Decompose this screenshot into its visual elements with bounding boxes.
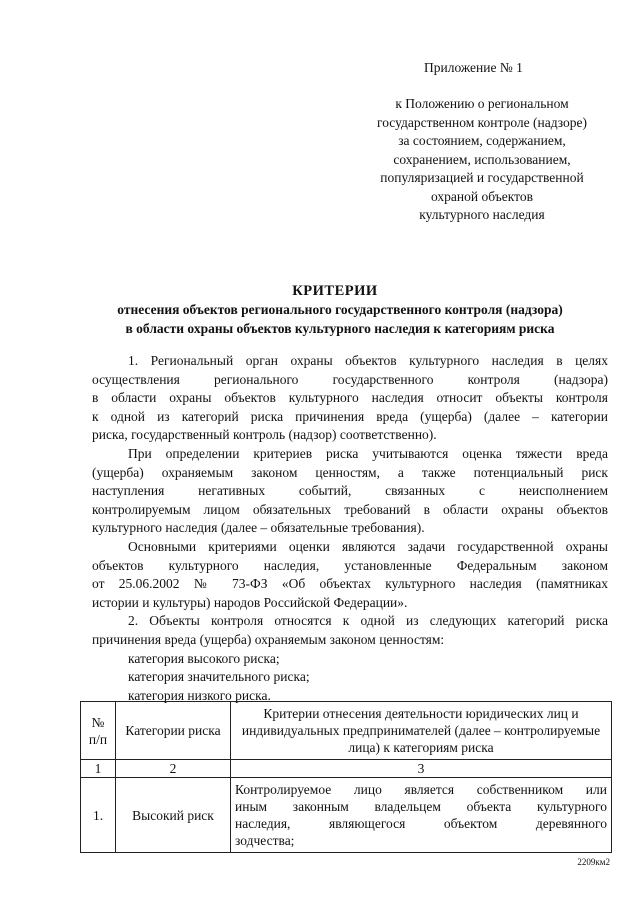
subtitle-line: в области охраны объектов культурного наследия к категориям риска bbox=[125, 321, 555, 336]
appendix-line: государственном контроле (надзоре) bbox=[377, 114, 587, 130]
index-cell: 3 bbox=[231, 760, 612, 778]
document-code: 2209км2 bbox=[577, 857, 610, 867]
text-line: истории и культуры) народов Российской Федерации». bbox=[92, 594, 408, 610]
header-category: Категории риска bbox=[116, 702, 231, 760]
appendix-line: популяризацией и государственной bbox=[380, 170, 584, 185]
text-line: наступления негативных событий, связанных с неисполнением bbox=[92, 483, 608, 499]
text-line: причинения вреда (ущерба) охраняемым законом ценностям: bbox=[92, 631, 445, 647]
row-criteria bbox=[231, 778, 612, 853]
document-title: КРИТЕРИИ bbox=[292, 283, 378, 299]
criteria-line: зодчества; bbox=[235, 833, 295, 848]
header-criteria: Критерии отнесения деятельности юридических лиц и индивидуальных предпринимателей (далее – контролируемые лица) к категориям риска bbox=[231, 702, 612, 760]
subtitle-line: отнесения объектов регионального государственного контроля (надзора) bbox=[117, 302, 563, 317]
text-line: культурного наследия (далее – обязательные требования). bbox=[92, 520, 425, 536]
risk-category-item: категория значительного риска; bbox=[128, 669, 310, 685]
row-num: 1. bbox=[81, 778, 116, 853]
paragraph-3 bbox=[92, 538, 608, 612]
paragraph-1 bbox=[92, 352, 608, 445]
appendix-line: культурного наследия bbox=[419, 207, 545, 222]
text-line: При определении критериев риска учитываются оценка тяжести вреда bbox=[128, 445, 608, 461]
appendix-line: охраной объектов bbox=[431, 188, 533, 204]
criteria-line: иным законным владельцем объекта культурного bbox=[235, 799, 607, 814]
appendix-line: сохранением, использованием, bbox=[393, 151, 571, 167]
paragraph-4 bbox=[92, 612, 608, 649]
text-line: к одной из категорий риска причинения вреда (ущерба) (далее – категории bbox=[92, 408, 608, 424]
criteria-table bbox=[80, 701, 612, 853]
criteria-line: Контролируемое лицо является собственником или bbox=[235, 782, 607, 797]
index-cell: 1 bbox=[81, 760, 116, 778]
table-header-row bbox=[81, 702, 612, 760]
text-line: Основными критериями оценки являются задачи государственной охраны bbox=[128, 538, 608, 554]
document-body bbox=[92, 352, 608, 705]
row-category: Высокий риск bbox=[116, 778, 231, 853]
risk-category-item: категория высокого риска; bbox=[128, 650, 280, 666]
header-num: № п/п bbox=[81, 702, 116, 760]
criteria-line: наследия, являющегося объектом деревянного bbox=[235, 816, 607, 831]
appendix-reference bbox=[352, 95, 612, 225]
text-line: от 25.06.2002 № 73-ФЗ «Об объектах культурного наследия (памятниках bbox=[92, 576, 608, 592]
appendix-line: за состоянием, содержанием, bbox=[398, 133, 566, 148]
text-line: контролируемым лицом обязательных требований в области охраны объектов bbox=[92, 501, 608, 517]
risk-category-list bbox=[92, 650, 608, 706]
text-line: 2. Объекты контроля относятся к одной из следующих категорий риска bbox=[128, 613, 608, 629]
paragraph-2 bbox=[92, 445, 608, 538]
text-line: (ущерба) охраняемым законом ценностям, а также потенциальный риск bbox=[92, 464, 608, 480]
text-line: риска, государственный контроль (надзор) соответственно). bbox=[92, 427, 437, 443]
appendix-number: Приложение № 1 bbox=[424, 60, 523, 75]
text-line: объектов культурного наследия, установленные Федеральным законом bbox=[92, 557, 608, 573]
table-row bbox=[81, 778, 612, 853]
document-subtitle bbox=[60, 300, 620, 338]
appendix-line: к Положению о региональном bbox=[395, 96, 569, 111]
text-line: осуществления регионального государственного контроля (надзора) bbox=[92, 371, 608, 387]
text-line: в области охраны объектов культурного наследия относит объекты контроля bbox=[92, 390, 608, 406]
risk-category-item: категория низкого риска. bbox=[128, 687, 271, 703]
table-index-row bbox=[81, 760, 612, 778]
text-line: 1. Региональный орган охраны объектов культурного наследия в целях bbox=[128, 353, 608, 368]
index-cell: 2 bbox=[116, 760, 231, 778]
